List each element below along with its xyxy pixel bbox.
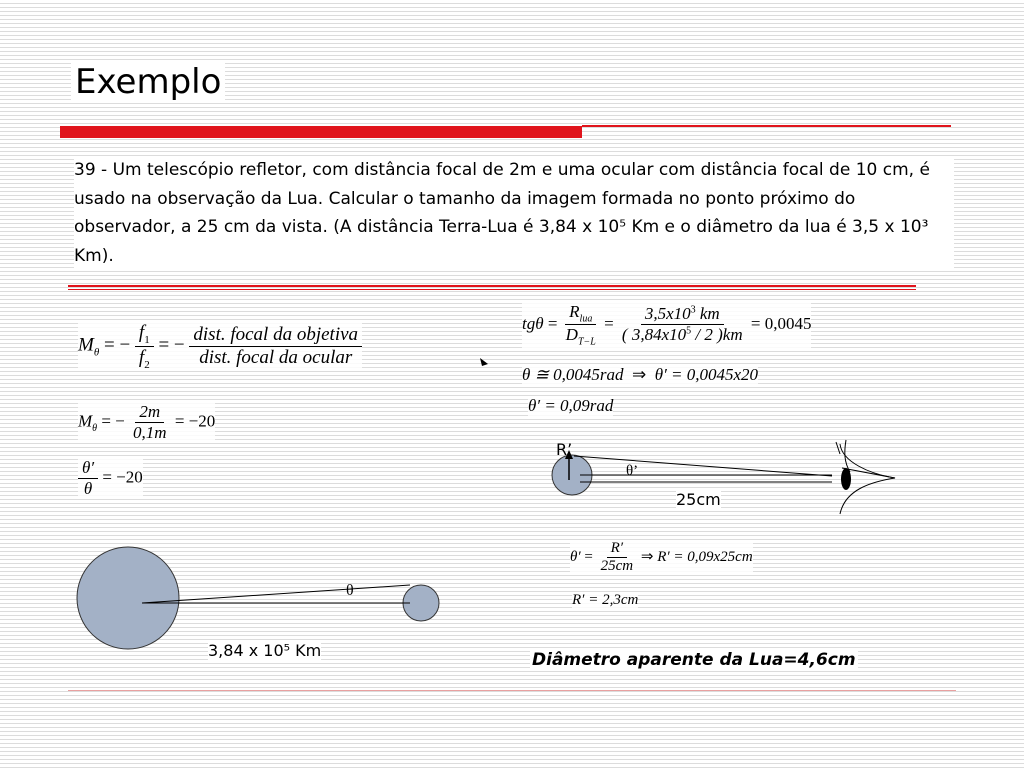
- theta-label: θ: [346, 582, 354, 599]
- focal-objective-text: dist. focal da objetiva: [189, 324, 362, 347]
- title-underline-bar: [60, 126, 582, 138]
- title-underline-thin: [582, 125, 951, 127]
- earth-circle: [77, 547, 179, 649]
- r-prime-result: R′ = 2,3cm: [572, 592, 639, 608]
- earth-moon-distance-label: 3,84 x 10⁵ Km: [208, 641, 322, 660]
- theta-approx-equation: θ ≅ 0,0045rad ⇒ θ′ = 0,0045x20: [522, 365, 759, 384]
- magnification-value-equation: $M_\theta$ = − $\frac{2m}{0,1m}$ = −20: [78, 402, 216, 442]
- problem-statement: 39 - Um telescópio refletor, com distância focal de 2m e uma ocular com distância focal de 10 cm, é usado na observação da Lua. Calcular o tamanho da imagem formada no ponto próximo do observador, a 25 cm da vista. (A distância Terra-Lua é 3,84 x 10⁵ Km e o diâmetro da lua é 3,5 x 10³ Km).: [74, 156, 954, 270]
- tangent-equation: tgθ = $\frac{R_{lua}}{D_{T-L}}$ = $\frac{3,5x10^3 km}{( 3,84x10^5 / 2 )km}$ = 0,0045: [522, 302, 812, 348]
- theta-prime-label: θ’: [626, 463, 639, 479]
- angle-ratio-equation: $\frac{\theta'}{\theta}$ = −20: [78, 458, 143, 499]
- r-prime-label: R’: [556, 440, 573, 459]
- distance-25cm-label: 25cm: [676, 490, 721, 509]
- focal-ocular-text: dist. focal da ocular: [199, 346, 353, 368]
- separator-top-2: [68, 289, 916, 290]
- answer-text: Diâmetro aparente da Lua=4,6cm: [532, 650, 856, 670]
- theta-prime-equation: θ′ = 0,09rad: [528, 396, 614, 415]
- r-prime-equation: θ′ = $\frac{R'}{25cm}$ ⇒ R′ = 0,09x25cm: [570, 540, 753, 574]
- separator-bottom: [68, 690, 956, 691]
- eye-diagram: [540, 432, 910, 532]
- separator-top: [68, 285, 916, 287]
- slide-title: Exemplo: [71, 62, 225, 102]
- pointer-marker: [478, 356, 490, 368]
- magnification-equation: $M_\theta$ = − $\frac{f_1}{f_2}$ = − $\frac{\text{dist. focal da objetiva}}{\text{dist. focal da ocular}}$: [78, 322, 362, 371]
- eye-lens-icon: [841, 468, 851, 490]
